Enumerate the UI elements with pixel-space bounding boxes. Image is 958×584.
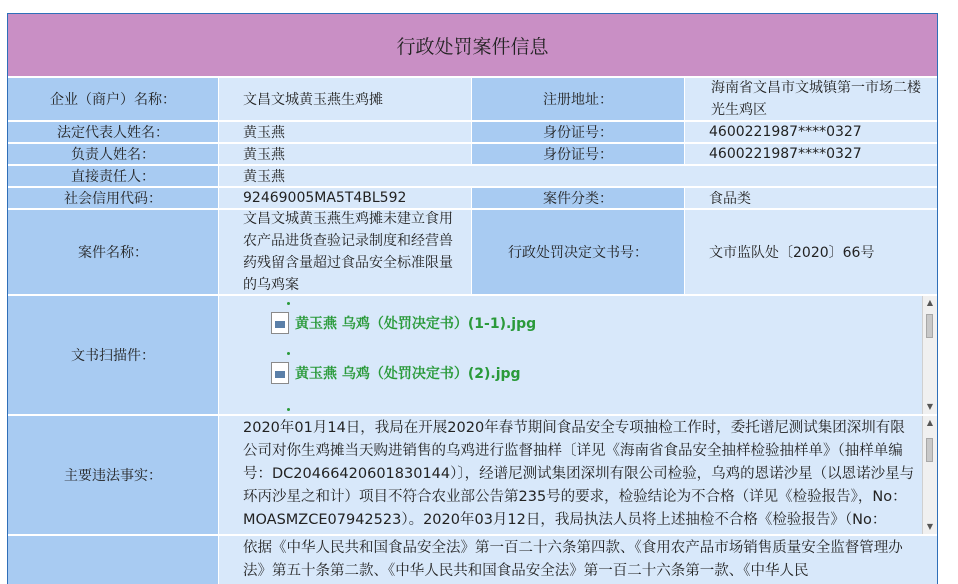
decision-value: 文市监队处〔2020〕66号 (685, 210, 937, 294)
row-legal-rep (8, 122, 937, 144)
basis-text: 依据《中华人民共和国食品安全法》第一百二十六条第四款、《食用农产品市场销售质量安全监督管理办法》第五十条第二款、《中华人民共和国食品安全法》第一百二十六条第一款、《中华人民 (243, 540, 903, 579)
category-value: 食品类 (685, 188, 937, 208)
person-id-label: 身份证号： (472, 144, 684, 164)
credit-value: 92469005MA5T4BL592 (219, 188, 471, 208)
scroll-down-arrow[interactable]: ▼ (926, 402, 934, 411)
person-value: 黄玉燕 (219, 144, 471, 164)
basis-label (8, 536, 218, 584)
direct-value: 黄玉燕 (219, 166, 937, 186)
basis-area[interactable] (219, 536, 937, 584)
facts-scrollbar[interactable] (922, 416, 937, 534)
legal-rep-label: 法定代表人姓名： (8, 122, 218, 142)
row-basis (8, 536, 937, 584)
scroll-thumb[interactable] (926, 438, 933, 462)
legal-rep-id-label: 身份证号： (472, 122, 684, 142)
reg-addr-value: 海南省文昌市文城镇第一市场二楼光生鸡区 (685, 78, 937, 120)
scan-file-link[interactable]: 黄玉燕 乌鸡（处罚决定书）(1-1).jpg (295, 316, 537, 332)
facts-label: 主要违法事实： (8, 416, 218, 534)
scan-file-1[interactable] (271, 312, 536, 334)
legal-rep-value: 黄玉燕 (219, 122, 471, 142)
row-scans (8, 296, 937, 416)
scan-scrollbar[interactable] (922, 296, 937, 414)
scroll-up-arrow[interactable]: ▲ (926, 298, 934, 307)
scan-label: 文书扫描件： (8, 296, 218, 414)
category-label: 案件分类： (472, 188, 684, 208)
row-person (8, 144, 937, 166)
row-case-name (8, 210, 937, 296)
row-facts (8, 416, 937, 536)
scan-file-link[interactable]: 黄玉燕 乌鸡（处罚决定书）(2).jpg (295, 366, 521, 382)
company-value: 文昌文城黄玉燕生鸡摊 (219, 78, 471, 120)
person-label: 负责人姓名： (8, 144, 218, 164)
decision-label: 行政处罚决定文书号： (472, 210, 684, 294)
facts-text: 2020年01月14日，我局在开展2020年春节期间食品安全专项抽检工作时，委托谱尼测试集团深圳有限公司对你生鸡摊当天购进销售的乌鸡进行监督抽样〔详见《海南省食品安全抽样检验抽样单》（抽样单编号：DC20466420601830144）〕，经谱尼测试集团深圳有限公司检验，乌鸡的恩诺沙星（以恩诺沙星与环丙沙星之和计）项目不符合农业部公告第235号的要求，检验结论为不合格（详见《检验报告》，No：MOASMZCE07942523）。2020年03月12日，我局执法人员将上述抽检不合格《检验报告》（No： (243, 420, 915, 528)
scroll-up-arrow[interactable]: ▲ (926, 418, 934, 427)
case-name-value: 文昌文城黄玉燕生鸡摊未建立食用农产品进货查验记录制度和经营兽药残留含量超过食品安全标准限量的乌鸡案 (219, 210, 471, 294)
scan-list[interactable] (219, 296, 937, 414)
bullet-dot (287, 302, 290, 305)
direct-label: 直接责任人： (8, 166, 218, 186)
bullet-dot (287, 352, 290, 355)
row-company (8, 78, 937, 122)
row-credit (8, 188, 937, 210)
person-id-value: 4600221987****0327 (685, 144, 937, 164)
image-file-icon (271, 362, 289, 384)
facts-scroll-area[interactable] (219, 416, 937, 534)
reg-addr-label: 注册地址： (472, 78, 684, 120)
scroll-thumb[interactable] (926, 314, 933, 338)
row-direct (8, 166, 937, 188)
page-title: 行政处罚案件信息 (8, 14, 937, 78)
scroll-down-arrow[interactable]: ▼ (926, 522, 934, 531)
image-file-icon (271, 312, 289, 334)
bullet-dot (287, 408, 290, 411)
scan-file-2[interactable] (271, 362, 521, 384)
case-info-panel (7, 13, 938, 584)
company-label: 企业（商户）名称： (8, 78, 218, 120)
credit-label: 社会信用代码： (8, 188, 218, 208)
case-name-label: 案件名称： (8, 210, 218, 294)
legal-rep-id-value: 4600221987****0327 (685, 122, 937, 142)
